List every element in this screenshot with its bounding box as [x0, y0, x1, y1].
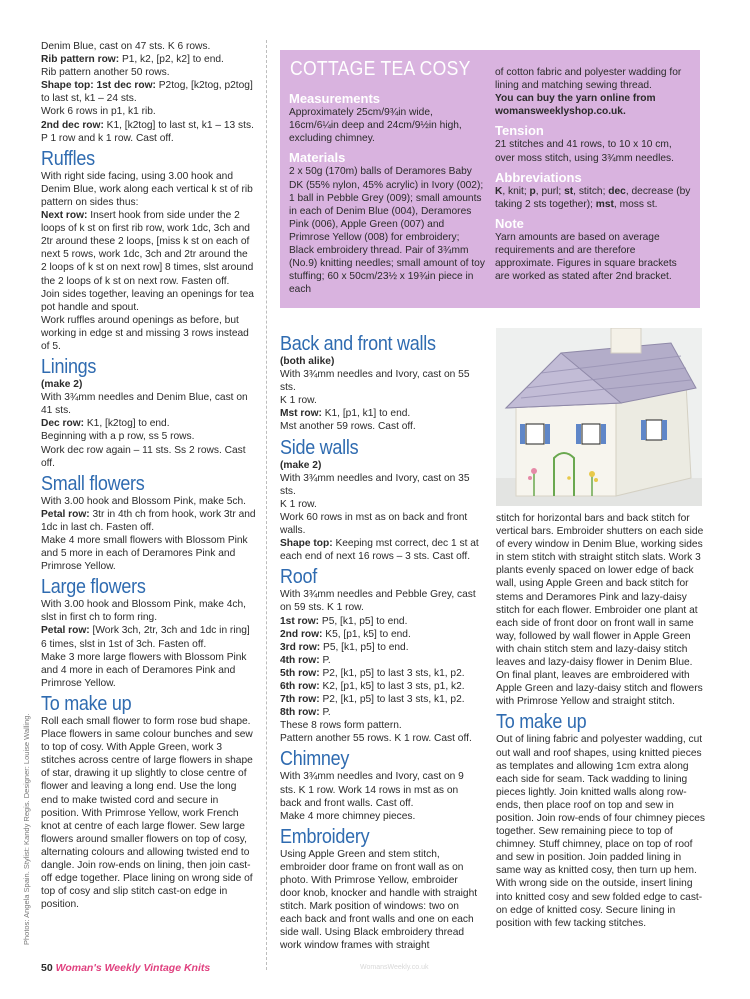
instruction-text: Out of lining fabric and polyester wadding, cut out wall and roof shapes, using knitted pieces as templates and allowing 1cm extra along each side for seam. Tack wadding to lining pieces lightly. Join knitted walls along row-ends, then place roof on top and sew in position. Join row-ends of four chimney pieces together. Sew remaining piece to top of chimney. Stuff chimney, place on top of roof and sew in position. Join padded lining in same way as knitted cosy, then turn up hem. With wrong side on the outside, insert lining into knitted cosy and sew folded edge to cast-on edge of knitted cosy. Secure lining in position with few tacking stitches. — [496, 734, 705, 929]
instruction-text: With 3¾mm needles and Ivory, cast on 55 sts. — [280, 369, 470, 394]
instruction-text: K2, [p1, k5] to last 3 sts, p1, k2. — [319, 680, 465, 692]
page-number: 50 — [41, 962, 53, 974]
paragraph — [280, 407, 480, 420]
instruction-label: Next row: — [41, 210, 88, 222]
column-divider — [266, 40, 267, 970]
instruction-text: Pattern another 55 rows. K 1 row. Cast off. — [280, 733, 472, 745]
instruction-text: 3tr in 4th ch from hook, work 3tr and 1dc in last ch. Fasten off. — [41, 508, 256, 533]
paragraph — [41, 170, 256, 209]
paragraph — [280, 732, 480, 745]
note-text: Yarn amounts are based on average requirements and are therefore approximate. Figures in square brackets are worked as stated after 2nd bracket. — [495, 232, 677, 283]
instruction-text: With 3¾mm needles and Ivory, cast on 9 sts. K 1 row. Work 14 rows in mst as on back and front walls. Cast off. — [280, 771, 464, 809]
paragraph — [41, 624, 256, 650]
make-up-heading: To make up — [41, 692, 132, 715]
paragraph — [280, 770, 480, 809]
ruffles-section — [41, 170, 256, 353]
paragraph — [280, 498, 480, 511]
linings-heading: Linings — [41, 356, 97, 379]
materials-heading: Materials — [289, 150, 346, 166]
instruction-text: K1, [p1, k1] to end. — [321, 408, 411, 420]
instruction-text: Keeping mst correct, dec 1 st at each end of next 16 rows – 3 sts. Cast off. — [280, 538, 479, 563]
paragraph — [280, 680, 480, 693]
paragraph — [41, 53, 256, 66]
abbreviation-term: mst — [595, 198, 614, 210]
paragraph — [41, 391, 256, 417]
side-walls-heading: Side walls — [280, 436, 359, 459]
walls-section — [280, 368, 480, 433]
instruction-label: Dec row: — [41, 418, 85, 430]
paragraph — [41, 119, 256, 145]
instruction-text: With 3¾mm needles and Pebble Grey, cast on 59 sts. K 1 row. — [280, 589, 476, 614]
instruction-label: Petal row: — [41, 625, 90, 637]
abbreviation-meaning: , stitch; — [573, 185, 609, 197]
paragraph — [280, 588, 480, 614]
instruction-text: P5, [k1, p5] to end. — [320, 641, 409, 653]
instruction-text: P2, [k1, p5] to last 3 sts, k1, p2. — [319, 667, 465, 679]
intro-section — [41, 40, 256, 145]
instruction-text: With right side facing, using 3.00 hook and Denim Blue, work along each vertical k st of rib pattern on sides thus: — [41, 170, 253, 208]
instruction-text: K 1 row. — [280, 498, 317, 510]
photo-credit: Photos: Angela Spain. Stylist: Kandy Regis. Designer: Louise Walling. — [22, 713, 31, 945]
instruction-label: Shape top: 1st dec row: — [41, 80, 156, 92]
roof-section — [280, 588, 480, 745]
tension-heading: Tension — [495, 123, 544, 139]
instruction-label: 7th row: — [280, 694, 320, 706]
paragraph — [41, 430, 256, 443]
cottage-illustration — [496, 328, 702, 506]
side-walls-subheading: (make 2) — [280, 459, 322, 471]
instruction-label: 4th row: — [280, 654, 320, 666]
instruction-text: Mst another 59 rows. Cast off. — [280, 421, 416, 433]
instruction-label: 8th row: — [280, 707, 320, 719]
instruction-text: Work 60 rows in mst as on back and front walls. — [280, 511, 468, 537]
walls-subheading: (both alike) — [280, 356, 335, 367]
watermark: WomansWeekly.co.uk — [360, 964, 429, 971]
paragraph — [41, 40, 256, 53]
instruction-label: 2nd dec row: — [41, 119, 104, 131]
roof-heading: Roof — [280, 566, 317, 589]
instruction-text: Make 3 more large flowers with Blossom Pink and 4 more in each of Deramores Pink and Primrose Yellow. — [41, 651, 247, 689]
materials-text-cont: of cotton fabric and polyester wadding for lining and matching sewing thread. — [495, 67, 682, 92]
instruction-label: 5th row: — [280, 667, 320, 679]
paragraph — [280, 693, 480, 706]
column-2 — [280, 330, 480, 953]
paragraph — [41, 105, 256, 118]
measurements-heading: Measurements — [289, 91, 381, 106]
instruction-text: Beginning with a p row, ss 5 rows. — [41, 431, 195, 443]
walls-heading: Back and front walls — [280, 333, 436, 355]
embroidery-heading: Embroidery — [280, 825, 370, 848]
instruction-text: Join sides together, leaving an openings for tea pot handle and spout. — [41, 288, 254, 313]
instruction-text: Insert hook from side under the 2 loops of k st on first rib row, work 1dc, 3ch and 2tr around these 2 loops, [miss k st on each of next 5 rows, work 1dc, 3ch and 2tr around the 2 loops of k st on next row] 8 times, slst around the 2 loops of k st on next row. Fasten off. — [41, 210, 254, 287]
abbreviations-text — [495, 185, 693, 211]
paragraph — [496, 512, 706, 708]
paragraph — [280, 368, 480, 394]
paragraph — [280, 628, 480, 641]
paragraph — [41, 417, 256, 430]
paragraph — [280, 641, 480, 654]
buy-online-text: You can buy the yarn online from womansweeklyshop.co.uk. — [495, 93, 656, 118]
instruction-text: K1, [k2tog] to last st, k1 – 13 sts. P 1 row and k 1 row. Cast off. — [41, 119, 254, 144]
paragraph — [41, 508, 256, 534]
abbreviation-meaning: , purl; — [535, 185, 565, 197]
paragraph — [41, 66, 256, 79]
paragraph — [280, 511, 480, 537]
abbreviation-term: p — [529, 185, 536, 197]
paragraph — [41, 651, 256, 690]
abbreviation-meaning: , knit; — [502, 185, 530, 197]
tension-text: 21 stitches and 41 rows, to 10 x 10 cm, over moss stitch, using 3¾mm needles. — [495, 139, 674, 164]
note-heading: Note — [495, 215, 524, 231]
instruction-text: P. — [319, 707, 331, 719]
abbreviation-term: K — [495, 185, 503, 197]
large-flowers-section — [41, 598, 256, 690]
paragraph — [41, 534, 256, 573]
abbreviation-term: dec — [608, 185, 626, 197]
magazine-name: Woman's Weekly Vintage Knits — [55, 962, 211, 974]
instruction-text: P2, [k1, p5] to last 3 sts, k1, p2. — [319, 694, 465, 706]
instruction-text: [Work 3ch, 2tr, 3ch and 1dc in ring] 6 times, slst in 1st of 3ch. Fasten off. — [41, 625, 250, 650]
abbreviations-heading: Abbreviations — [495, 169, 582, 185]
paragraph — [280, 810, 480, 823]
instruction-text: Rib pattern another 50 rows. — [41, 67, 170, 79]
instruction-text: With 3.00 hook and Blossom Pink, make 5ch. — [41, 495, 246, 507]
materials-text: 2 x 50g (170m) balls of Deramores Baby DK (55% nylon, 45% acrylic) in Ivory (002); 1 ball in Pebble Grey (009); small amounts in each of Denim Blue (004), Deramores Pink (006), Apple Green (007) and Primrose Yellow (008) for embroidery; Black embroidery thread. Pair of 3¾mm (No.9) knitting needles; small amount of toy stuffing; 60 x 50cm/23½ x 19¾in piece in each — [289, 166, 485, 296]
instruction-text: These 8 rows form pattern. — [280, 720, 402, 732]
chimney-heading: Chimney — [280, 748, 350, 771]
instruction-label: Petal row: — [41, 508, 90, 520]
instruction-label: 3rd row: — [280, 641, 321, 653]
instruction-text: Make 4 more small flowers with Blossom Pink and 5 more in each of Deramores Pink and Primrose Yellow. — [41, 535, 248, 573]
measurements-text: Approximately 25cm/9¾in wide, 16cm/6¼in deep and 24cm/9½in high, excluding chimney. — [289, 107, 462, 145]
info-box-left — [289, 86, 485, 296]
instruction-text: Work ruffles around openings as before, but working in edge st and missing 3 rows instead of 5. — [41, 314, 249, 352]
instruction-label: Mst row: — [280, 408, 322, 420]
instruction-text: Denim Blue, cast on 47 sts. K 6 rows. — [41, 41, 211, 52]
paragraph — [280, 667, 480, 680]
instruction-text: With 3.00 hook and Blossom Pink, make 4ch, slst in first ch to form ring. — [41, 599, 246, 624]
ruffles-heading: Ruffles — [41, 147, 95, 170]
tea-cosy-photo — [496, 328, 702, 506]
paragraph — [280, 420, 480, 433]
paragraph — [280, 394, 480, 407]
embroidery-section — [280, 848, 480, 953]
instruction-text: K1, [k2tog] to end. — [84, 418, 170, 430]
instruction-text: K 1 row. — [280, 395, 317, 407]
abbreviation-term: st — [564, 185, 574, 197]
instruction-label: Shape top: — [280, 538, 333, 550]
small-flowers-section — [41, 495, 256, 574]
linings-section — [41, 391, 256, 470]
paragraph — [41, 495, 256, 508]
make-up-heading-2: To make up — [496, 711, 587, 734]
paragraph — [280, 472, 480, 498]
instruction-text: K5, [p1, k5] to end. — [322, 628, 411, 640]
instruction-label: 1st row: — [280, 615, 320, 627]
large-flowers-heading: Large flowers — [41, 576, 146, 599]
paragraph — [280, 706, 480, 719]
paragraph — [41, 288, 256, 314]
instruction-label: 6th row: — [280, 680, 320, 692]
paragraph — [280, 848, 480, 953]
chimney-section — [280, 770, 480, 822]
make-up-section-2 — [496, 733, 706, 929]
instruction-text: stitch for horizontal bars and back stitch for vertical bars. Embroider shutters on each side of every window in Denim Blue, working sides in stem stitch with straight stitch slats. Work 3 plants evenly spaced on lower edge of back wall, using Apple Green and back stitch for stems and Deramores Pink and lazy-daisy stitch for each flower. Embroider one plant at each side of front door on front wall in same way, followed by wall flower in Apple Green with chain stitch stem and lazy-daisy stitch leaves and lazy-daisy flower in Denim Blue. On final plant, leaves are embroidered with Apple Green and lazy-daisy stitch and flowers with Primrose Yellow and straight stitch. — [496, 513, 704, 708]
small-flowers-heading: Small flowers — [41, 472, 145, 495]
embroidery-continued — [496, 512, 706, 708]
instruction-text: P1, k2, [p2, k2] to end. — [119, 54, 224, 66]
side-walls-section — [280, 472, 480, 564]
instruction-text: Roll each small flower to form rose bud shape. Place flowers in same colour bunches and sew to top of cosy. With Apple Green, work 3 stitches across centre of large flowers in shape of star, drawing it up slightly to close centre of flower and leaving a long end. Use the long end to make twisted cord and secure in position. With Primrose Yellow, work French knot at centre of each large flower. Sew large flowers around smaller flowers on top of cosy, alternating colours and allowing twisted end to dangle. Join row-ends on lining, then join cast-off edge together. Place lining on wrong side of top of cosy and slip stitch cast-on edge in position. — [41, 715, 253, 911]
paragraph — [280, 654, 480, 667]
paragraph — [41, 444, 256, 470]
abbreviation-meaning: , moss st. — [613, 198, 658, 210]
paragraph — [41, 598, 256, 624]
instruction-text: P2tog, [k2tog, p2tog] to last st, k1 – 24 sts. — [41, 80, 253, 105]
page-footer — [41, 962, 210, 974]
paragraph — [496, 733, 706, 929]
instruction-text: P5, [k1, p5] to end. — [319, 615, 408, 627]
paragraph — [280, 719, 480, 732]
instruction-text: With 3¾mm needles and Ivory, cast on 35 sts. — [280, 472, 470, 497]
paragraph — [41, 209, 256, 288]
instruction-text: Using Apple Green and stem stitch, embroider door frame on front wall as on photo. With Primrose Yellow, embroider door knob, knocker and handle with straight stitch. Mark position of windows: two on each back and front walls and one on each side wall. Using Black embroidery thread work window frames with straight — [280, 848, 478, 952]
column-3 — [496, 512, 706, 930]
column-1 — [41, 40, 256, 911]
instruction-text: P. — [319, 654, 331, 666]
paragraph — [41, 79, 256, 105]
linings-subheading: (make 2) — [41, 379, 83, 391]
instruction-text: With 3¾mm needles and Denim Blue, cast on 41 sts. — [41, 392, 248, 417]
instruction-label: Rib pattern row: — [41, 54, 120, 66]
paragraph — [41, 715, 256, 911]
paragraph — [280, 537, 480, 563]
paragraph — [41, 314, 256, 353]
info-box-right — [495, 66, 693, 283]
instruction-text: Work dec row again – 11 sts. Ss 2 rows. Cast off. — [41, 444, 246, 469]
instruction-label: 2nd row: — [280, 628, 323, 640]
abbreviation-meaning: , decrease (by taking 2 sts together); — [495, 185, 691, 210]
instruction-text: Make 4 more chimney pieces. — [280, 810, 416, 822]
pattern-title: COTTAGE TEA COSY — [290, 58, 471, 80]
instruction-text: Work 6 rows in p1, k1 rib. — [41, 106, 156, 118]
make-up-section — [41, 715, 256, 911]
paragraph — [280, 615, 480, 628]
